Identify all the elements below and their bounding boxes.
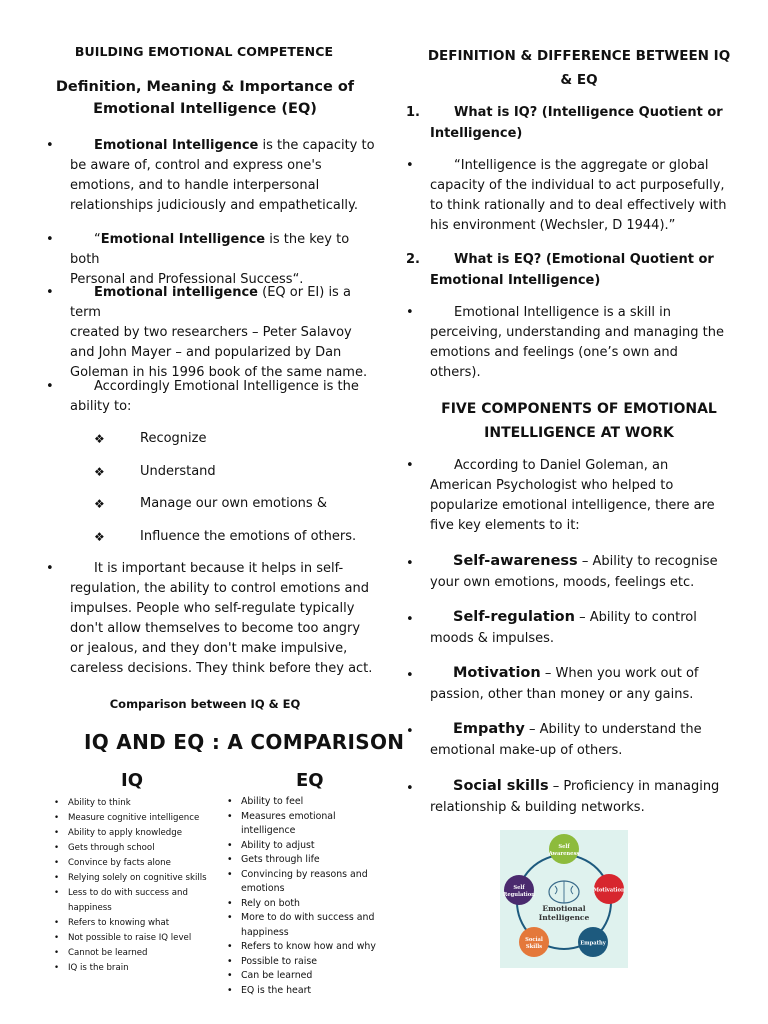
right-title [394,44,764,92]
eq-trait-item: happiness [241,926,289,938]
subtitle-line-2: Emotional Intelligence (EQ) [93,101,317,117]
eq-trait-item: • Refers to know how and why [227,940,387,955]
right-title-line-1: DEFINITION & DIFFERENCE BETWEEN IQ [427,48,731,64]
diagram-node-label: Social [525,937,543,943]
component-desc: – When you work out of [540,666,699,681]
line: Emotional Intelligence) [430,273,601,288]
bullet-ability-to [46,377,376,419]
five-components-title [394,397,764,445]
term: Emotional intelligence [94,285,258,300]
iq-trait-item: • Ability to think [54,796,224,811]
component-term: Social skills [453,778,549,794]
bullet-dot: • [46,379,54,394]
bullet-dot: • [46,285,54,300]
line [70,377,380,397]
eq-trait-item: • More to do with success and [227,911,387,926]
text: (EQ or EI) is a term [70,285,351,320]
line: relationship & building networks. [430,800,645,815]
term: Emotional Intelligence [94,138,259,153]
ability-item-influence [94,527,374,547]
bullet-goleman [406,456,752,538]
line: and John Mayer – and popularized by Dan [70,345,342,360]
ability-label: Influence the emotions of others. [140,529,357,544]
line: careless decisions. They think before they act. [70,661,373,676]
comparison-title: IQ AND EQ : A COMPARISON [84,730,405,754]
iq-trait-item: • Not possible to raise IQ level [54,931,224,946]
iq-trait-item: • IQ is the brain [54,961,224,976]
component-desc: – Ability to control [574,610,697,625]
diamond-bullet-icon: ❖ [94,432,105,446]
diagram-node-label: Skills [525,944,543,950]
bullet-dot: • [406,158,414,173]
iq-trait-item: • Convince by facts alone [54,856,224,871]
line: created by two researchers – Peter Salavoy [70,325,352,340]
diagram-node-label: Empathy [580,940,606,947]
text: “ [94,232,101,247]
eq-trait-item: • Ability to feel [227,795,387,810]
eq-trait-item: • Rely on both [227,897,387,912]
iq-trait-item: • Ability to apply knowledge [54,826,224,841]
component-self-awareness [406,551,752,595]
eq-trait-item: • Convincing by reasons and [227,868,387,883]
bullet-key-to-success [46,230,376,287]
eq-trait-item: • Gets through life [227,853,387,868]
comparison-caption: Comparison between IQ & EQ [109,697,301,711]
bullet-dot: • [406,781,414,796]
eq-column-head: EQ [296,770,324,791]
left-title: BUILDING EMOTIONAL COMPETENCE [74,44,334,59]
line: be aware of, control and express one's [70,158,322,173]
question-eq [406,249,746,291]
ability-item-manage [94,494,374,514]
line: others). [430,365,481,380]
five-title-line-2: INTELLIGENCE AT WORK [484,425,674,441]
bullet-emotional-intelligence-definition [46,136,376,218]
line: to think rationally and to deal effectively with [430,198,727,213]
bullet-dot: • [46,561,54,576]
line: ability to: [70,399,132,414]
line: emotions and feelings (one’s own and [430,345,678,360]
line: emotions, and to handle interpersonal [70,178,320,193]
line: relationships judiciously and empathetically. [70,198,359,213]
line: his environment (Wechsler, D 1944).” [430,218,676,233]
iq-traits-list [54,796,224,976]
line [430,102,740,123]
text: According to Daniel Goleman, an [454,458,669,473]
bullet-dot: • [46,138,54,153]
iq-trait-item: • Relying solely on cognitive skills [54,871,224,886]
line [453,663,753,684]
line: Intelligence) [430,126,523,141]
line: regulation, the ability to control emotions and [70,581,369,596]
eq-trait-item: emotions [241,883,285,894]
line [430,249,740,270]
text: Emotional Intelligence is a skill in [454,305,671,320]
bullet-iq-definition [406,156,752,238]
iq-trait-item: • Less to do with success and [54,886,224,901]
text: What is IQ? (Intelligence Quotient or [454,105,723,120]
component-desc: – Ability to recognise [577,554,718,569]
emotional-intelligence-diagram [500,830,628,968]
diagram-center-label: Emotional [542,904,586,913]
line [453,776,753,797]
diamond-bullet-icon: ❖ [94,465,105,479]
question-iq [406,102,746,144]
diagram-node-label: Self [513,885,525,891]
line: American Psychologist who helped to [430,478,674,493]
component-desc: – Ability to understand the [524,722,702,737]
bullet-dot: • [406,556,414,571]
iq-trait-item: happiness [68,903,112,913]
line [453,607,753,628]
line: capacity of the individual to act purposefully, [430,178,725,193]
bullet-dot: • [406,458,414,473]
bullet-dot: • [406,612,414,627]
text: Accordingly Emotional Intelligence is the [94,379,359,394]
line: Personal and Professional Success“. [70,272,304,287]
term: Emotional Intelligence [100,232,266,247]
diamond-bullet-icon: ❖ [94,530,105,544]
component-term: Motivation [453,665,541,681]
eq-trait-item: • Measures emotional intelligence [227,810,387,839]
ability-label: Recognize [140,431,207,446]
line [70,559,382,579]
line: five key elements to it: [430,518,580,533]
component-desc: – Proficiency in managing [548,779,720,794]
text: is the capacity to [258,138,375,153]
component-self-regulation [406,607,752,651]
eq-trait-item: • EQ is the heart [227,984,387,999]
bullet-dot: • [406,305,414,320]
line [430,456,752,476]
line: passion, other than money or any gains. [430,687,694,702]
line [70,230,380,270]
diagram-node-label: Awareness [548,851,580,857]
bullet-dot: • [46,232,54,247]
component-term: Self-awareness [453,553,578,569]
component-term: Self-regulation [453,609,575,625]
component-social-skills [406,776,752,820]
text: What is EQ? (Emotional Quotient or [454,252,714,267]
iq-trait-item: • Measure cognitive intelligence [54,811,224,826]
text: “Intelligence is the aggregate or global [454,158,709,173]
eq-trait-item: • Can be learned [227,969,387,984]
eq-traits-list [227,795,387,998]
five-title-line-1: FIVE COMPONENTS OF EMOTIONAL [441,401,717,417]
ability-label: Manage our own emotions & [140,496,327,511]
diagram-node-label: Regulation [503,892,535,898]
bullet-eq-definition [406,303,752,385]
line [453,551,753,572]
diagram-center-label: Intelligence [538,913,590,922]
diamond-bullet-icon: ❖ [94,497,105,511]
subtitle-line-1: Definition, Meaning & Importance of [55,79,355,95]
line [70,136,380,156]
line: don't allow themselves to become too angry [70,621,361,636]
line: impulses. People who self-regulate typically [70,601,355,616]
line [430,303,752,323]
component-motivation [406,663,752,707]
iq-column-head: IQ [121,770,143,791]
line: emotional make-up of others. [430,743,623,758]
eq-trait-item: • Ability to adjust [227,839,387,854]
ability-label: Understand [140,464,216,479]
component-empathy [406,719,752,763]
bullet-term-origin [46,283,376,380]
ability-item-recognize [94,429,374,449]
line [430,156,752,176]
line: popularize emotional intelligence, there are [430,498,715,513]
bullet-dot: • [406,668,414,683]
component-term: Empathy [453,721,525,737]
iq-trait-item: • Refers to knowing what [54,916,224,931]
line [70,283,380,323]
line [453,719,753,740]
left-subtitle [30,76,380,120]
text: is the key to both [70,232,350,267]
line: Goleman in his 1996 book of the same name. [70,365,368,380]
bullet-dot: • [406,724,414,739]
ability-item-understand [94,462,374,482]
diagram-node-label: Motivation [593,887,625,894]
question-number: 2. [406,252,420,267]
line: or jealous, and they don't make impulsive, [70,641,348,656]
bullet-importance [46,559,376,683]
line: perceiving, understanding and managing the [430,325,725,340]
right-title-line-2: & EQ [560,72,598,88]
iq-trait-item: • Gets through school [54,841,224,856]
text: It is important because it helps in self- [94,561,344,576]
diagram-node-label: Self [558,844,570,850]
iq-trait-item: • Cannot be learned [54,946,224,961]
line: your own emotions, moods, feelings etc. [430,575,695,590]
eq-trait-item: • Possible to raise [227,955,387,970]
line: moods & impulses. [430,631,555,646]
question-number: 1. [406,105,420,120]
